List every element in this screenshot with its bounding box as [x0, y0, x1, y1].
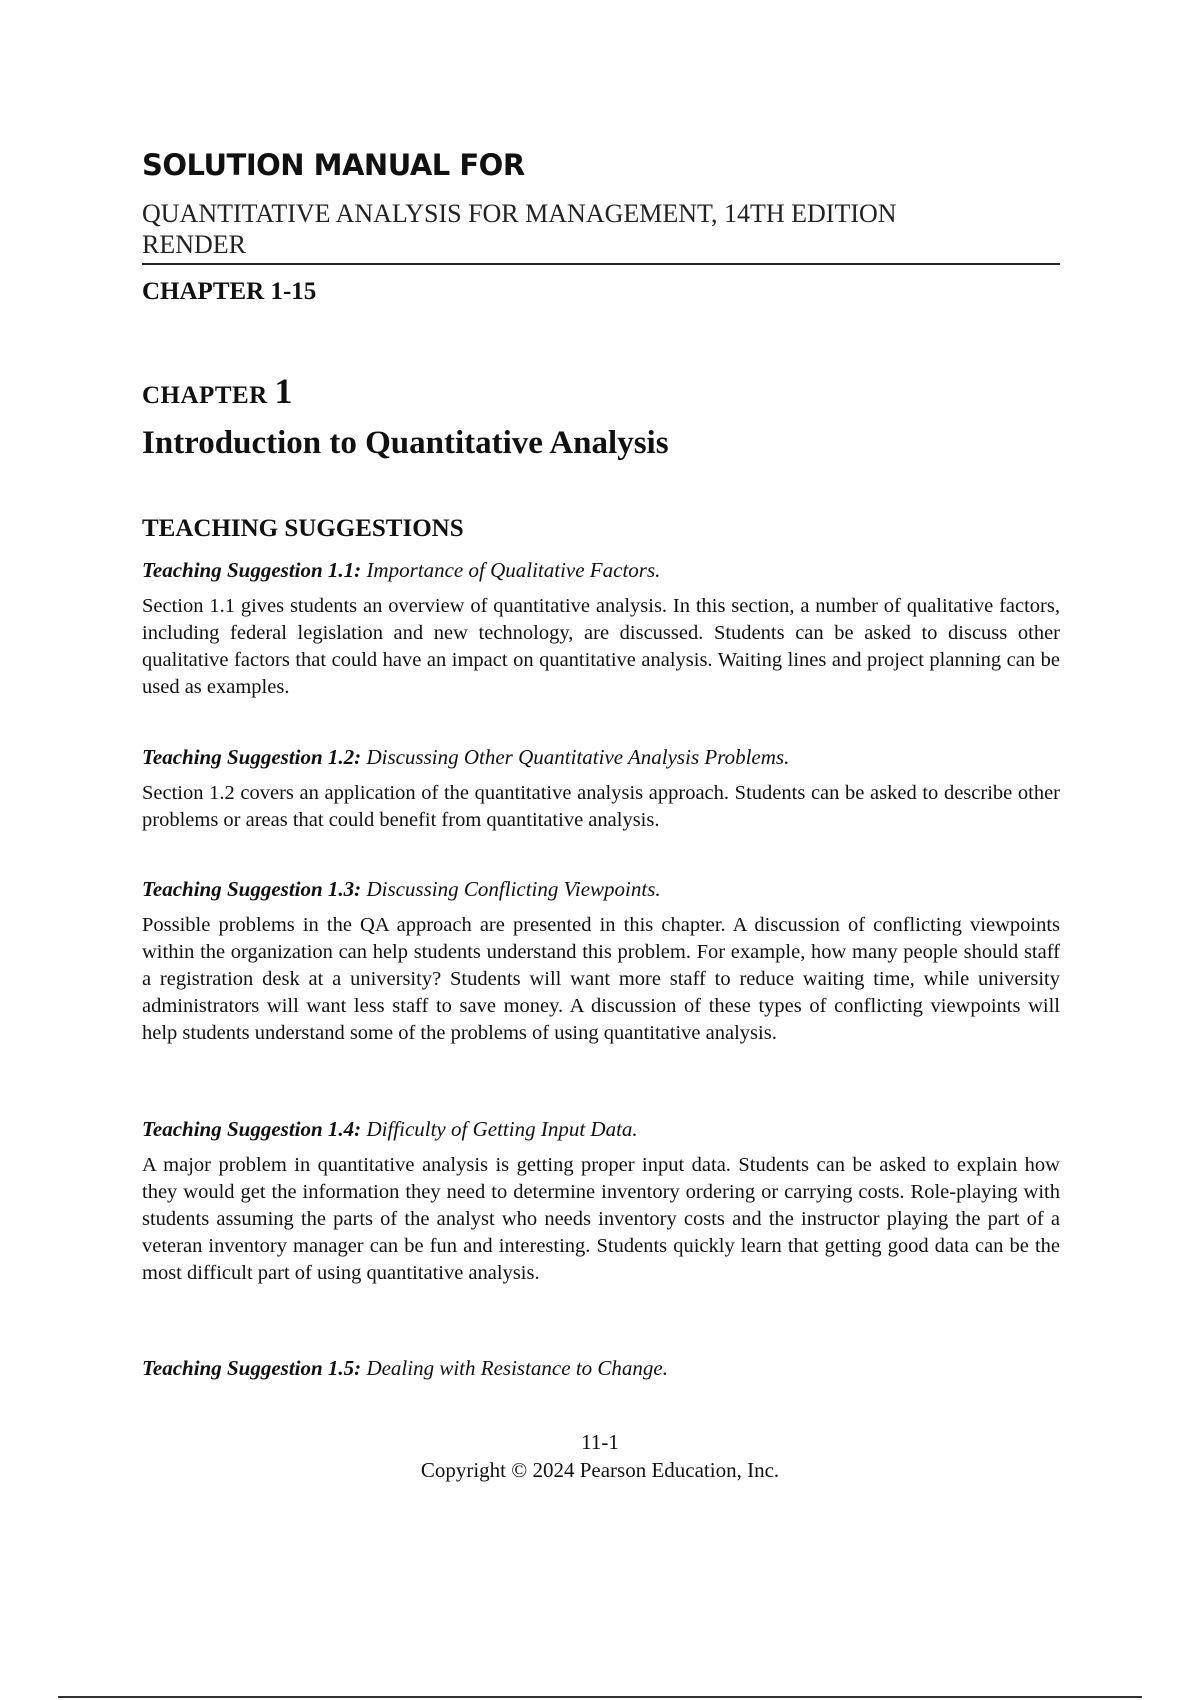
- manual-banner-title: SOLUTION MANUAL FOR: [142, 148, 525, 182]
- copyright-notice: Copyright © 2024 Pearson Education, Inc.: [420, 1458, 780, 1482]
- suggestion-topic: Difficulty of Getting Input Data.: [366, 1117, 638, 1141]
- teaching-suggestion: [142, 877, 1060, 1047]
- suggestion-heading: [142, 1356, 1060, 1381]
- suggestion-topic: Dealing with Resistance to Change.: [366, 1356, 668, 1380]
- teaching-suggestion: [142, 1356, 1060, 1391]
- book-title: [142, 198, 1060, 260]
- teaching-suggestion: [142, 558, 1060, 701]
- bottom-divider: [58, 1696, 1142, 1698]
- suggestion-label: Teaching Suggestion 1.3:: [142, 877, 362, 901]
- book-title-line: QUANTITATIVE ANALYSIS FOR MANAGEMENT, 14TH EDITION: [142, 199, 897, 228]
- suggestion-heading: [142, 1117, 1060, 1142]
- page-number: 11-1: [581, 1430, 619, 1454]
- suggestion-heading: [142, 877, 1060, 902]
- chapter-range: CHAPTER 1-15: [142, 278, 317, 305]
- book-author-line: RENDER: [142, 230, 246, 259]
- teaching-suggestion: [142, 745, 1060, 834]
- suggestion-body: Section 1.1 gives students an overview of quantitative analysis. In this section, a number of qualitative factors, including federal legislation and new technology, are discussed. Students can be asked to discuss other qualitative factors that could have an impact on quantitative analysis. Waiting lines and project planning can be used as examples.: [142, 595, 1060, 698]
- suggestion-label: Teaching Suggestion 1.2:: [142, 745, 362, 769]
- suggestion-label: Teaching Suggestion 1.5:: [142, 1356, 362, 1380]
- chapter-word: CHAPTER: [142, 382, 268, 409]
- suggestion-topic: Importance of Qualitative Factors.: [366, 558, 661, 582]
- chapter-title: Introduction to Quantitative Analysis: [142, 425, 669, 461]
- header-divider: [142, 263, 1060, 265]
- suggestion-topic: Discussing Other Quantitative Analysis Problems.: [366, 745, 790, 769]
- chapter-number: 1: [274, 371, 293, 411]
- suggestion-label: Teaching Suggestion 1.4:: [142, 1117, 362, 1141]
- chapter-label: [142, 370, 293, 412]
- suggestion-topic: Discussing Conflicting Viewpoints.: [366, 877, 661, 901]
- suggestion-heading: [142, 558, 1060, 583]
- suggestion-label: Teaching Suggestion 1.1:: [142, 558, 362, 582]
- suggestion-body: Section 1.2 covers an application of the quantitative analysis approach. Students can be asked to describe other problems or areas that could benefit from quantitative analysis.: [142, 782, 1060, 831]
- section-heading: TEACHING SUGGESTIONS: [142, 515, 464, 542]
- suggestion-body: A major problem in quantitative analysis is getting proper input data. Students can be asked to explain how they would get the information they need to determine inventory ordering or carrying costs. Role-playing with students assuming the parts of the analyst who needs inventory costs and the instructor playing the part of a veteran inventory manager can be fun and interesting. Students quickly learn that getting good data can be the most difficult part of using quantitative analysis.: [142, 1154, 1060, 1284]
- suggestion-body: Possible problems in the QA approach are presented in this chapter. A discussion of conflicting viewpoints within the organization can help students understand this problem. For example, how many people should staff a registration desk at a university? Students will want more staff to reduce waiting time, while university administrators will want less staff to save money. A discussion of these types of conflicting viewpoints will help students understand some of the problems of using quantitative analysis.: [142, 914, 1060, 1044]
- teaching-suggestion: [142, 1117, 1060, 1287]
- suggestion-heading: [142, 745, 1060, 770]
